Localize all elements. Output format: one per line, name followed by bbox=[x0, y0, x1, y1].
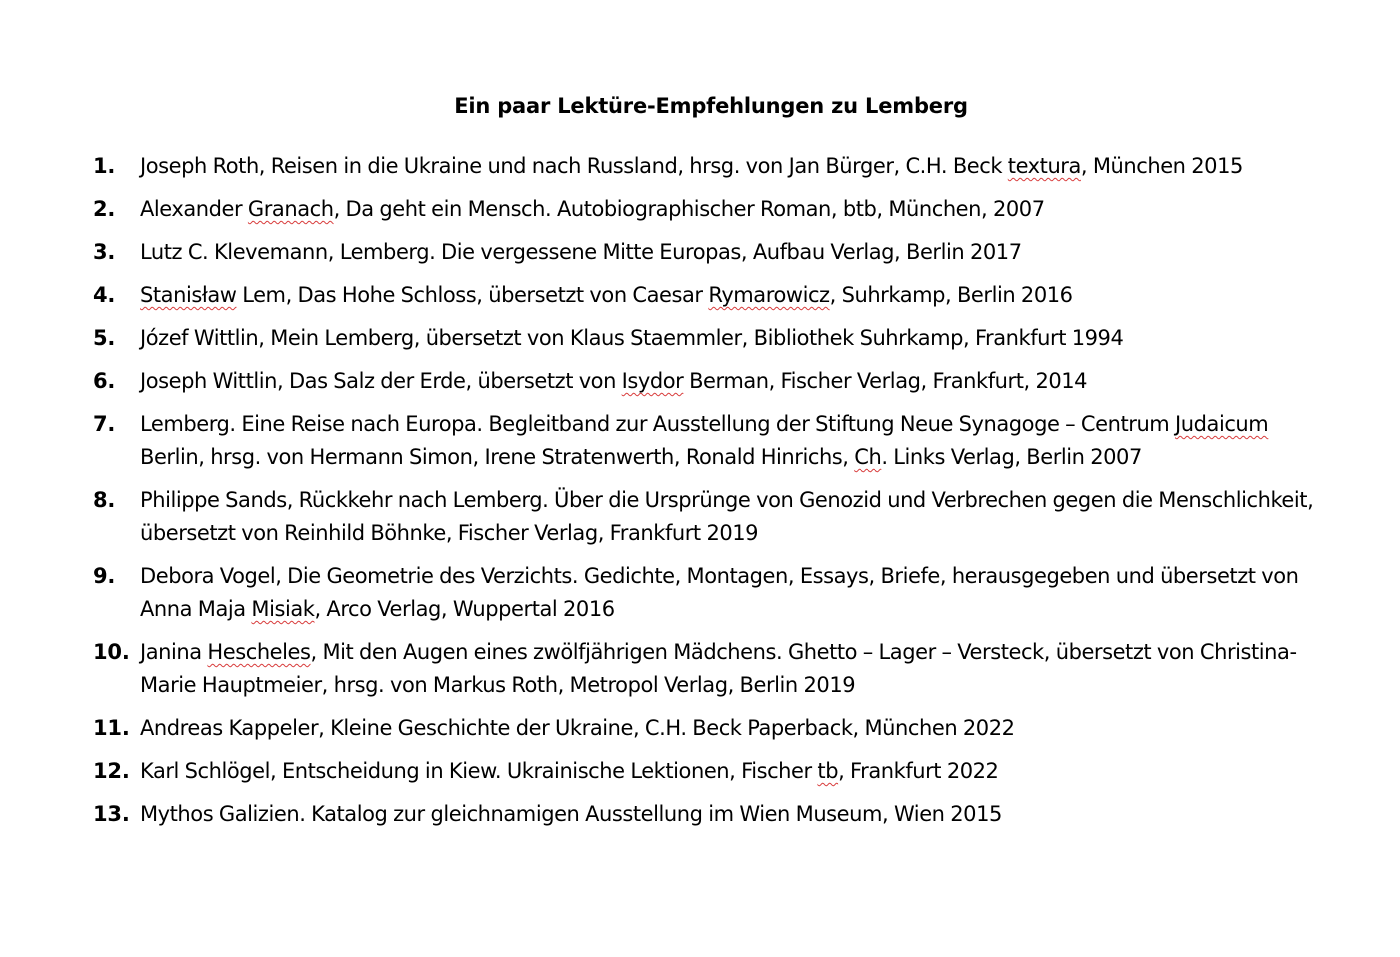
text-segment: Lem, Das Hohe Schloss, übersetzt von Caesar bbox=[236, 283, 709, 307]
text-segment: Lutz C. Klevemann, Lemberg. Die vergessene Mitte Europas, Aufbau Verlag, Berlin 2017 bbox=[140, 240, 1022, 264]
text-segment: , Arco Verlag, Wuppertal 2016 bbox=[314, 597, 615, 621]
list-item-number: 11. bbox=[93, 716, 130, 740]
list-item-text[interactable] bbox=[140, 279, 1323, 312]
list-item[interactable] bbox=[93, 193, 1323, 226]
spellcheck-flagged-word: Hescheles bbox=[207, 640, 311, 664]
list-item-text[interactable] bbox=[140, 236, 1323, 269]
list-item-text[interactable] bbox=[140, 150, 1323, 183]
list-item[interactable] bbox=[93, 279, 1323, 312]
text-segment: , München 2015 bbox=[1080, 154, 1243, 178]
text-segment: , Frankfurt 2022 bbox=[838, 759, 999, 783]
text-segment: Karl Schlögel, Entscheidung in Kiew. Ukrainische Lektionen, Fischer bbox=[140, 759, 818, 783]
list-item-text[interactable] bbox=[140, 193, 1323, 226]
list-item-text[interactable] bbox=[140, 560, 1323, 626]
text-segment: Joseph Wittlin, Das Salz der Erde, übersetzt von bbox=[140, 369, 622, 393]
list-item-text[interactable] bbox=[140, 484, 1323, 550]
list-item-number: 4. bbox=[93, 283, 116, 307]
list-item[interactable] bbox=[93, 150, 1323, 183]
list-item[interactable] bbox=[93, 560, 1323, 626]
spellcheck-flagged-word: Rymarowicz bbox=[708, 283, 830, 307]
list-item[interactable] bbox=[93, 365, 1323, 398]
text-segment: Debora Vogel, Die Geometrie des Verzichts. Gedichte, Montagen, Essays, Briefe, herausgegeben und übersetzt von Anna Maja bbox=[140, 564, 1299, 621]
text-segment: Philippe Sands, Rückkehr nach Lemberg. Über die Ursprünge von Genozid und Verbrechen gegen die Menschlichkeit, übersetzt von Reinhild Böhnke, Fischer Verlag, Frankfurt 2019 bbox=[140, 488, 1314, 545]
text-segment: , Mit den Augen eines zwölfjährigen Mädchens. Ghetto – Lager – Versteck, übersetzt von Christina-Marie Hauptmeier, hrsg. von Markus Roth, Metropol Verlag, Berlin 2019 bbox=[140, 640, 1297, 697]
reading-list bbox=[93, 150, 1323, 841]
list-item-text[interactable] bbox=[140, 712, 1323, 745]
list-item[interactable] bbox=[93, 755, 1323, 788]
spellcheck-flagged-word: textura bbox=[1007, 154, 1081, 178]
list-item-number: 7. bbox=[93, 412, 116, 436]
text-segment: Alexander bbox=[140, 197, 248, 221]
list-item-number: 10. bbox=[93, 640, 130, 664]
spellcheck-flagged-word: tb bbox=[817, 759, 839, 783]
list-item-text[interactable] bbox=[140, 365, 1323, 398]
text-segment: Józef Wittlin, Mein Lemberg, übersetzt von Klaus Staemmler, Bibliothek Suhrkamp, Frankfurt 1994 bbox=[140, 326, 1124, 350]
list-item-text[interactable] bbox=[140, 322, 1323, 355]
list-item[interactable] bbox=[93, 712, 1323, 745]
text-segment: , Suhrkamp, Berlin 2016 bbox=[829, 283, 1073, 307]
list-item-text[interactable] bbox=[140, 636, 1323, 702]
list-item[interactable] bbox=[93, 484, 1323, 550]
list-item-number: 8. bbox=[93, 488, 116, 512]
text-segment: , Da geht ein Mensch. Autobiographischer Roman, btb, München, 2007 bbox=[333, 197, 1045, 221]
list-item-number: 5. bbox=[93, 326, 116, 350]
spellcheck-flagged-word: Ch bbox=[854, 445, 882, 469]
list-item[interactable] bbox=[93, 322, 1323, 355]
text-segment: Joseph Roth, Reisen in die Ukraine und nach Russland, hrsg. von Jan Bürger, C.H. Beck bbox=[140, 154, 1008, 178]
list-item[interactable] bbox=[93, 798, 1323, 831]
text-segment: Berlin, hrsg. von Hermann Simon, Irene Stratenwerth, Ronald Hinrichs, bbox=[140, 445, 855, 469]
list-item-number: 6. bbox=[93, 369, 116, 393]
spellcheck-flagged-word: Stanisław bbox=[140, 283, 237, 307]
text-segment: . Links Verlag, Berlin 2007 bbox=[881, 445, 1142, 469]
list-item-number: 1. bbox=[93, 154, 116, 178]
list-item-number: 2. bbox=[93, 197, 116, 221]
list-item-text[interactable] bbox=[140, 408, 1323, 474]
document-title[interactable]: Ein paar Lektüre-Empfehlungen zu Lemberg bbox=[454, 94, 968, 118]
text-segment: Janina bbox=[140, 640, 208, 664]
text-segment: Mythos Galizien. Katalog zur gleichnamigen Ausstellung im Wien Museum, Wien 2015 bbox=[140, 802, 1002, 826]
list-item-text[interactable] bbox=[140, 798, 1323, 831]
list-item-number: 12. bbox=[93, 759, 130, 783]
list-item-text[interactable] bbox=[140, 755, 1323, 788]
list-item[interactable] bbox=[93, 408, 1323, 474]
list-item[interactable] bbox=[93, 236, 1323, 269]
spellcheck-flagged-word: Granach bbox=[247, 197, 334, 221]
spellcheck-flagged-word: Isydor bbox=[621, 369, 684, 393]
list-item[interactable] bbox=[93, 636, 1323, 702]
text-segment: Berman, Fischer Verlag, Frankfurt, 2014 bbox=[683, 369, 1088, 393]
list-item-number: 3. bbox=[93, 240, 116, 264]
list-item-number: 13. bbox=[93, 802, 130, 826]
list-item-number: 9. bbox=[93, 564, 116, 588]
spellcheck-flagged-word: Judaicum bbox=[1175, 412, 1269, 436]
spellcheck-flagged-word: Misiak bbox=[251, 597, 315, 621]
text-segment: Lemberg. Eine Reise nach Europa. Begleitband zur Ausstellung der Stiftung Neue Synagoge – Centrum bbox=[140, 412, 1176, 436]
text-segment: Andreas Kappeler, Kleine Geschichte der Ukraine, C.H. Beck Paperback, München 2022 bbox=[140, 716, 1015, 740]
